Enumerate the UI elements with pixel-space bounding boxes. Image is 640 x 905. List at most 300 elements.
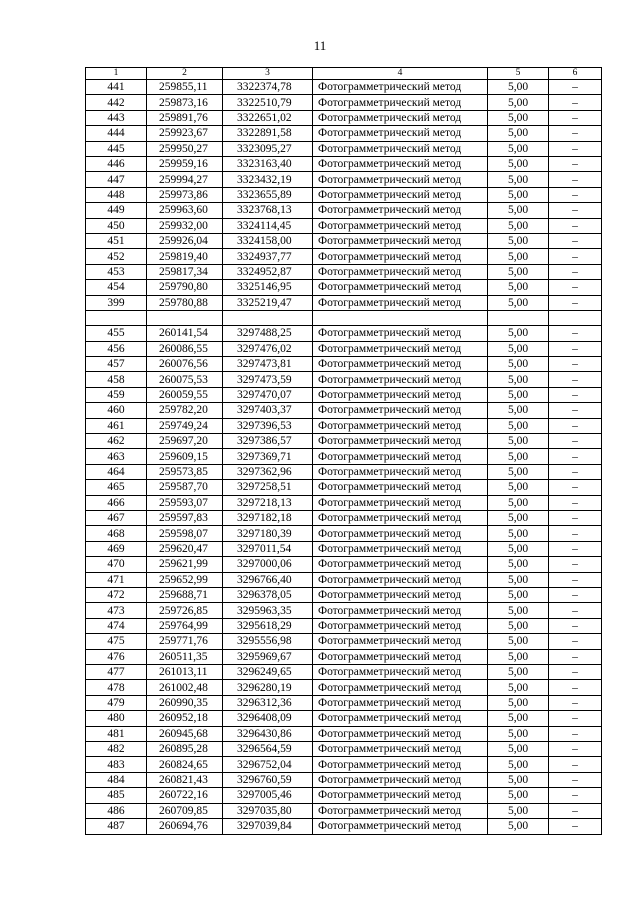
accuracy-cell: 5,00 — [488, 418, 549, 433]
accuracy-cell: 5,00 — [488, 541, 549, 556]
y-coordinate-cell: 3296430,86 — [223, 726, 313, 741]
accuracy-cell: 5,00 — [488, 526, 549, 541]
table-header-row — [86, 68, 602, 80]
table-row — [86, 772, 602, 787]
y-coordinate-cell: 3296752,04 — [223, 757, 313, 772]
point-number-cell: 442 — [86, 95, 147, 110]
note-cell: – — [549, 187, 602, 202]
x-coordinate-cell: 259726,85 — [147, 603, 223, 618]
method-cell: Фотограмметрический метод — [313, 603, 488, 618]
note-cell: – — [549, 372, 602, 387]
point-number-cell: 485 — [86, 788, 147, 803]
accuracy-cell: 5,00 — [488, 326, 549, 341]
accuracy-cell: 5,00 — [488, 757, 549, 772]
y-coordinate-cell: 3297005,46 — [223, 788, 313, 803]
accuracy-cell: 5,00 — [488, 433, 549, 448]
y-coordinate-cell: 3297182,18 — [223, 510, 313, 525]
table-row — [86, 495, 602, 510]
point-number-cell: 460 — [86, 403, 147, 418]
table-row — [86, 356, 602, 371]
table-row — [86, 141, 602, 156]
method-cell: Фотограмметрический метод — [313, 203, 488, 218]
x-coordinate-cell: 259764,99 — [147, 618, 223, 633]
method-cell: Фотограмметрический метод — [313, 341, 488, 356]
y-coordinate-cell: 3297473,81 — [223, 356, 313, 371]
method-cell: Фотограмметрический метод — [313, 819, 488, 834]
table-row — [86, 403, 602, 418]
accuracy-cell: 5,00 — [488, 572, 549, 587]
point-number-cell: 449 — [86, 203, 147, 218]
y-coordinate-cell: 3297396,53 — [223, 418, 313, 433]
point-number-cell: 455 — [86, 326, 147, 341]
x-coordinate-cell: 259819,40 — [147, 249, 223, 264]
accuracy-cell: 5,00 — [488, 588, 549, 603]
method-cell: Фотограмметрический метод — [313, 218, 488, 233]
table-row — [86, 187, 602, 202]
accuracy-cell: 5,00 — [488, 387, 549, 402]
y-coordinate-cell: 3297488,25 — [223, 326, 313, 341]
x-coordinate-cell: 259959,16 — [147, 157, 223, 172]
y-coordinate-cell: 3296312,36 — [223, 695, 313, 710]
method-cell: Фотограмметрический метод — [313, 711, 488, 726]
note-cell: – — [549, 356, 602, 371]
y-coordinate-cell: 3295969,67 — [223, 649, 313, 664]
empty-cell — [488, 311, 549, 326]
accuracy-cell: 5,00 — [488, 157, 549, 172]
table-row — [86, 819, 602, 834]
table-row — [86, 203, 602, 218]
column-header: 6 — [549, 68, 602, 80]
method-cell: Фотограмметрический метод — [313, 757, 488, 772]
y-coordinate-cell: 3323768,13 — [223, 203, 313, 218]
accuracy-cell: 5,00 — [488, 110, 549, 125]
table-row — [86, 249, 602, 264]
table-row — [86, 588, 602, 603]
x-coordinate-cell: 260076,56 — [147, 356, 223, 371]
x-coordinate-cell: 259598,07 — [147, 526, 223, 541]
table-row — [86, 541, 602, 556]
table-row — [86, 603, 602, 618]
accuracy-cell: 5,00 — [488, 280, 549, 295]
method-cell: Фотограмметрический метод — [313, 95, 488, 110]
accuracy-cell: 5,00 — [488, 341, 549, 356]
method-cell: Фотограмметрический метод — [313, 526, 488, 541]
x-coordinate-cell: 259994,27 — [147, 172, 223, 187]
y-coordinate-cell: 3324937,77 — [223, 249, 313, 264]
note-cell: – — [549, 157, 602, 172]
x-coordinate-cell: 260945,68 — [147, 726, 223, 741]
point-number-cell: 448 — [86, 187, 147, 202]
note-cell: – — [549, 557, 602, 572]
accuracy-cell: 5,00 — [488, 172, 549, 187]
method-cell: Фотограмметрический метод — [313, 126, 488, 141]
x-coordinate-cell: 259855,11 — [147, 80, 223, 95]
point-number-cell: 475 — [86, 634, 147, 649]
method-cell: Фотограмметрический метод — [313, 295, 488, 310]
note-cell: – — [549, 464, 602, 479]
method-cell: Фотограмметрический метод — [313, 726, 488, 741]
table-row — [86, 95, 602, 110]
column-header: 1 — [86, 68, 147, 80]
point-number-cell: 452 — [86, 249, 147, 264]
note-cell: – — [549, 203, 602, 218]
point-number-cell: 456 — [86, 341, 147, 356]
point-number-cell: 487 — [86, 819, 147, 834]
accuracy-cell: 5,00 — [488, 695, 549, 710]
x-coordinate-cell: 259621,99 — [147, 557, 223, 572]
y-coordinate-cell: 3297000,06 — [223, 557, 313, 572]
x-coordinate-cell: 260059,55 — [147, 387, 223, 402]
x-coordinate-cell: 259780,88 — [147, 295, 223, 310]
accuracy-cell: 5,00 — [488, 264, 549, 279]
y-coordinate-cell: 3325146,95 — [223, 280, 313, 295]
accuracy-cell: 5,00 — [488, 711, 549, 726]
point-number-cell: 469 — [86, 541, 147, 556]
accuracy-cell: 5,00 — [488, 203, 549, 218]
note-cell: – — [549, 295, 602, 310]
method-cell: Фотограмметрический метод — [313, 510, 488, 525]
table-row — [86, 618, 602, 633]
method-cell: Фотограмметрический метод — [313, 788, 488, 803]
x-coordinate-cell: 260075,53 — [147, 372, 223, 387]
x-coordinate-cell: 260821,43 — [147, 772, 223, 787]
point-number-cell: 486 — [86, 803, 147, 818]
method-cell: Фотограмметрический метод — [313, 803, 488, 818]
note-cell: – — [549, 803, 602, 818]
x-coordinate-cell: 259926,04 — [147, 234, 223, 249]
empty-cell — [549, 311, 602, 326]
note-cell: – — [549, 788, 602, 803]
method-cell: Фотограмметрический метод — [313, 449, 488, 464]
note-cell: – — [549, 141, 602, 156]
table-row — [86, 110, 602, 125]
x-coordinate-cell: 259873,16 — [147, 95, 223, 110]
table-row — [86, 418, 602, 433]
note-cell: – — [549, 218, 602, 233]
point-number-cell: 457 — [86, 356, 147, 371]
table-row — [86, 526, 602, 541]
method-cell: Фотограмметрический метод — [313, 495, 488, 510]
table-row — [86, 510, 602, 525]
accuracy-cell: 5,00 — [488, 141, 549, 156]
method-cell: Фотограмметрический метод — [313, 387, 488, 402]
note-cell: – — [549, 649, 602, 664]
point-number-cell: 459 — [86, 387, 147, 402]
table-row — [86, 634, 602, 649]
accuracy-cell: 5,00 — [488, 649, 549, 664]
point-number-cell: 465 — [86, 480, 147, 495]
point-number-cell: 464 — [86, 464, 147, 479]
method-cell: Фотограмметрический метод — [313, 80, 488, 95]
method-cell: Фотограмметрический метод — [313, 557, 488, 572]
x-coordinate-cell: 259593,07 — [147, 495, 223, 510]
y-coordinate-cell: 3296766,40 — [223, 572, 313, 587]
method-cell: Фотограмметрический метод — [313, 418, 488, 433]
accuracy-cell: 5,00 — [488, 218, 549, 233]
x-coordinate-cell: 259620,47 — [147, 541, 223, 556]
note-cell: – — [549, 742, 602, 757]
accuracy-cell: 5,00 — [488, 819, 549, 834]
point-number-cell: 451 — [86, 234, 147, 249]
method-cell: Фотограмметрический метод — [313, 280, 488, 295]
point-number-cell: 447 — [86, 172, 147, 187]
method-cell: Фотограмметрический метод — [313, 249, 488, 264]
method-cell: Фотограмметрический метод — [313, 141, 488, 156]
y-coordinate-cell: 3297011,54 — [223, 541, 313, 556]
method-cell: Фотограмметрический метод — [313, 665, 488, 680]
note-cell: – — [549, 80, 602, 95]
method-cell: Фотограмметрический метод — [313, 618, 488, 633]
y-coordinate-cell: 3295556,98 — [223, 634, 313, 649]
table-row — [86, 788, 602, 803]
table-row — [86, 449, 602, 464]
x-coordinate-cell: 260990,35 — [147, 695, 223, 710]
note-cell: – — [549, 387, 602, 402]
x-coordinate-cell: 260141,54 — [147, 326, 223, 341]
y-coordinate-cell: 3297039,84 — [223, 819, 313, 834]
method-cell: Фотограмметрический метод — [313, 264, 488, 279]
table-row — [86, 757, 602, 772]
accuracy-cell: 5,00 — [488, 126, 549, 141]
point-number-cell: 399 — [86, 295, 147, 310]
note-cell: – — [549, 634, 602, 649]
note-cell: – — [549, 588, 602, 603]
note-cell: – — [549, 510, 602, 525]
table-row — [86, 680, 602, 695]
accuracy-cell: 5,00 — [488, 449, 549, 464]
accuracy-cell: 5,00 — [488, 772, 549, 787]
method-cell: Фотограмметрический метод — [313, 742, 488, 757]
accuracy-cell: 5,00 — [488, 95, 549, 110]
y-coordinate-cell: 3297218,13 — [223, 495, 313, 510]
note-cell: – — [549, 264, 602, 279]
note-cell: – — [549, 495, 602, 510]
x-coordinate-cell: 260952,18 — [147, 711, 223, 726]
table-row — [86, 157, 602, 172]
note-cell: – — [549, 772, 602, 787]
empty-cell — [313, 311, 488, 326]
point-number-cell: 446 — [86, 157, 147, 172]
table-row — [86, 433, 602, 448]
method-cell: Фотограмметрический метод — [313, 187, 488, 202]
x-coordinate-cell: 259652,99 — [147, 572, 223, 587]
empty-cell — [86, 311, 147, 326]
point-number-cell: 473 — [86, 603, 147, 618]
point-number-cell: 476 — [86, 649, 147, 664]
point-number-cell: 472 — [86, 588, 147, 603]
table-row — [86, 387, 602, 402]
x-coordinate-cell: 260694,76 — [147, 819, 223, 834]
table-row — [86, 126, 602, 141]
table-row — [86, 711, 602, 726]
point-number-cell: 477 — [86, 665, 147, 680]
table-row — [86, 80, 602, 95]
table-row — [86, 803, 602, 818]
y-coordinate-cell: 3297369,71 — [223, 449, 313, 464]
x-coordinate-cell: 259923,67 — [147, 126, 223, 141]
x-coordinate-cell: 259697,20 — [147, 433, 223, 448]
x-coordinate-cell: 259973,86 — [147, 187, 223, 202]
accuracy-cell: 5,00 — [488, 618, 549, 633]
accuracy-cell: 5,00 — [488, 742, 549, 757]
note-cell: – — [549, 280, 602, 295]
y-coordinate-cell: 3297403,37 — [223, 403, 313, 418]
note-cell: – — [549, 249, 602, 264]
x-coordinate-cell: 259817,34 — [147, 264, 223, 279]
note-cell: – — [549, 480, 602, 495]
y-coordinate-cell: 3297180,39 — [223, 526, 313, 541]
accuracy-cell: 5,00 — [488, 480, 549, 495]
table-row — [86, 557, 602, 572]
note-cell: – — [549, 433, 602, 448]
method-cell: Фотограмметрический метод — [313, 372, 488, 387]
note-cell: – — [549, 449, 602, 464]
point-number-cell: 458 — [86, 372, 147, 387]
x-coordinate-cell: 259950,27 — [147, 141, 223, 156]
point-number-cell: 467 — [86, 510, 147, 525]
method-cell: Фотограмметрический метод — [313, 172, 488, 187]
table-row — [86, 372, 602, 387]
method-cell: Фотограмметрический метод — [313, 649, 488, 664]
x-coordinate-cell: 259587,70 — [147, 480, 223, 495]
y-coordinate-cell: 3295963,35 — [223, 603, 313, 618]
note-cell: – — [549, 695, 602, 710]
x-coordinate-cell: 259609,15 — [147, 449, 223, 464]
method-cell: Фотограмметрический метод — [313, 680, 488, 695]
x-coordinate-cell: 259963,60 — [147, 203, 223, 218]
y-coordinate-cell: 3296564,59 — [223, 742, 313, 757]
table-row — [86, 649, 602, 664]
table-row — [86, 695, 602, 710]
accuracy-cell: 5,00 — [488, 403, 549, 418]
note-cell: – — [549, 526, 602, 541]
y-coordinate-cell: 3296760,59 — [223, 772, 313, 787]
point-number-cell: 463 — [86, 449, 147, 464]
point-number-cell: 444 — [86, 126, 147, 141]
point-number-cell: 480 — [86, 711, 147, 726]
note-cell: – — [549, 234, 602, 249]
y-coordinate-cell: 3296408,09 — [223, 711, 313, 726]
y-coordinate-cell: 3324114,45 — [223, 218, 313, 233]
point-number-cell: 445 — [86, 141, 147, 156]
accuracy-cell: 5,00 — [488, 557, 549, 572]
point-number-cell: 450 — [86, 218, 147, 233]
method-cell: Фотограмметрический метод — [313, 433, 488, 448]
y-coordinate-cell: 3297473,59 — [223, 372, 313, 387]
accuracy-cell: 5,00 — [488, 295, 549, 310]
note-cell: – — [549, 726, 602, 741]
x-coordinate-cell: 259932,00 — [147, 218, 223, 233]
y-coordinate-cell: 3323163,40 — [223, 157, 313, 172]
point-number-cell: 483 — [86, 757, 147, 772]
page-number: 11 — [313, 38, 327, 53]
note-cell: – — [549, 110, 602, 125]
note-cell: – — [549, 665, 602, 680]
table-row — [86, 264, 602, 279]
x-coordinate-cell: 260086,55 — [147, 341, 223, 356]
method-cell: Фотограмметрический метод — [313, 772, 488, 787]
y-coordinate-cell: 3322651,02 — [223, 110, 313, 125]
method-cell: Фотограмметрический метод — [313, 695, 488, 710]
y-coordinate-cell: 3296378,05 — [223, 588, 313, 603]
table-row — [86, 280, 602, 295]
y-coordinate-cell: 3296280,19 — [223, 680, 313, 695]
table-row — [86, 295, 602, 310]
x-coordinate-cell: 259573,85 — [147, 464, 223, 479]
table-row — [86, 464, 602, 479]
table-row — [86, 742, 602, 757]
method-cell: Фотограмметрический метод — [313, 157, 488, 172]
table-row — [86, 480, 602, 495]
point-number-cell: 479 — [86, 695, 147, 710]
note-cell: – — [549, 603, 602, 618]
accuracy-cell: 5,00 — [488, 634, 549, 649]
point-number-cell: 474 — [86, 618, 147, 633]
point-number-cell: 481 — [86, 726, 147, 741]
x-coordinate-cell: 261002,48 — [147, 680, 223, 695]
note-cell: – — [549, 572, 602, 587]
note-cell: – — [549, 326, 602, 341]
point-number-cell: 462 — [86, 433, 147, 448]
accuracy-cell: 5,00 — [488, 510, 549, 525]
table-row — [86, 172, 602, 187]
y-coordinate-cell: 3324158,00 — [223, 234, 313, 249]
note-cell: – — [549, 341, 602, 356]
table-row — [86, 665, 602, 680]
column-header: 5 — [488, 68, 549, 80]
table-row — [86, 726, 602, 741]
accuracy-cell: 5,00 — [488, 249, 549, 264]
y-coordinate-cell: 3323432,19 — [223, 172, 313, 187]
point-number-cell: 468 — [86, 526, 147, 541]
method-cell: Фотограмметрический метод — [313, 541, 488, 556]
table-row — [86, 341, 602, 356]
point-number-cell: 443 — [86, 110, 147, 125]
table-row — [86, 218, 602, 233]
y-coordinate-cell: 3297476,02 — [223, 341, 313, 356]
accuracy-cell: 5,00 — [488, 495, 549, 510]
accuracy-cell: 5,00 — [488, 372, 549, 387]
note-cell: – — [549, 418, 602, 433]
y-coordinate-cell: 3325219,47 — [223, 295, 313, 310]
point-number-cell: 484 — [86, 772, 147, 787]
accuracy-cell: 5,00 — [488, 464, 549, 479]
y-coordinate-cell: 3324952,87 — [223, 264, 313, 279]
empty-cell — [223, 311, 313, 326]
accuracy-cell: 5,00 — [488, 80, 549, 95]
point-number-cell: 453 — [86, 264, 147, 279]
method-cell: Фотограмметрический метод — [313, 588, 488, 603]
table-row — [86, 234, 602, 249]
point-number-cell: 471 — [86, 572, 147, 587]
method-cell: Фотограмметрический метод — [313, 110, 488, 125]
y-coordinate-cell: 3297470,07 — [223, 387, 313, 402]
point-number-cell: 461 — [86, 418, 147, 433]
point-number-cell: 482 — [86, 742, 147, 757]
note-cell: – — [549, 618, 602, 633]
accuracy-cell: 5,00 — [488, 680, 549, 695]
point-number-cell: 454 — [86, 280, 147, 295]
y-coordinate-cell: 3297035,80 — [223, 803, 313, 818]
accuracy-cell: 5,00 — [488, 788, 549, 803]
note-cell: – — [549, 757, 602, 772]
accuracy-cell: 5,00 — [488, 356, 549, 371]
table-row — [86, 572, 602, 587]
blank-separator-row — [86, 311, 602, 326]
table-row — [86, 326, 602, 341]
y-coordinate-cell: 3296249,65 — [223, 665, 313, 680]
method-cell: Фотограмметрический метод — [313, 572, 488, 587]
